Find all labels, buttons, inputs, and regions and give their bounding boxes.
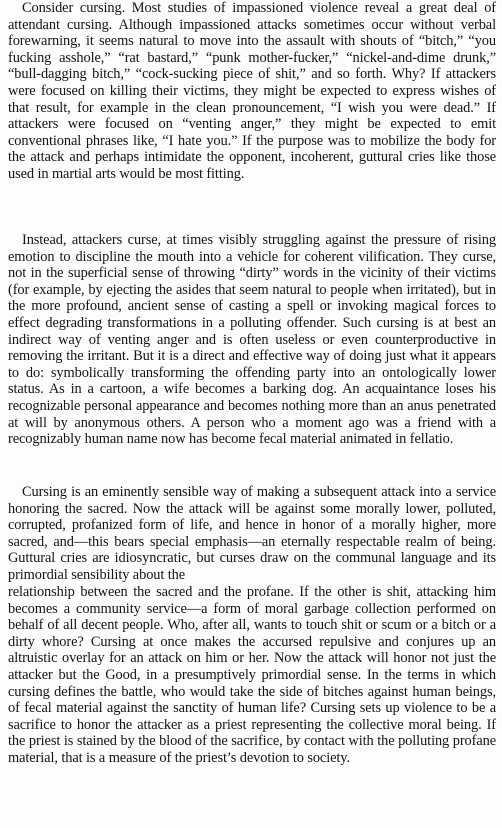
- paragraph-sacred-profane: relationship between the sacred and the profane. If the other is shit, attacking him becomes a community service—a form of moral garbage collection performed on behalf of all decent people. Who, after all, wants to touch shit or scum or a bitch or a dirty whore? Cursing at once makes the accursed repulsive and conjures up an altruistic overlay for an attack on him or her. Now the attack will honor not just the attacker but the Good, in a presumptively primordial sense. In the terms in which cursing defines the battle, who would take the side of bitches against human beings, of fecal material against the sanctity of human life? Cursing sets up violence to be a sacrifice to honor the attacker as a priest representing the collective moral being. If the priest is stained by the blood of the sacrifice, by contact with the polluting profane material, that is a measure of the priest’s devotion to society.: [8, 584, 496, 766]
- paragraph-attackers-curse: Instead, attackers curse, at times visibly struggling against the pressure of rising emotion to discipline the mouth into a vehicle for coherent vilification. They curse, not in the superficial sense of throwing “dirty” words in the vicinity of their victims (for example, by ejecting the asides that seem natural to people when irritated), but in the more profound, ancient sense of casting a spell or invoking magical forces to effect degrading transformations in a polluting offender. Such cursing is at best an indirect way of venting anger and is often useless or even counterproductive in removing the irritant. But it is a direct and effective way of doing just what it appears to do: symbolically transforming the offending party into an ontologically lower status. As in a cartoon, a wife becomes a barking dog. An acquaintance loses his recognizable personal appearance and becomes nothing more than an anus penetrated at will by anonymous others. A person who a moment ago was a friend with a recognizably human name now has become fecal material animated in fellatio.: [8, 232, 496, 448]
- paragraph-cursing-sensible: Cursing is an eminently sensible way of making a subsequent attack into a service honoring the sacred. Now the attack will be against some morally lower, polluted, corrupted, profanized form of life, and hence in honor of a morally higher, more sacred, and—this bears special emphasis—an eternally respectable realm of being. Guttural cries are idiosyncratic, but curses draw on the communal language and its primordial sensibility about the: [8, 484, 496, 583]
- paragraph-consider-cursing: Consider cursing. Most studies of impassioned violence reveal a great deal of attendant cursing. Although impassioned attacks sometimes occur without verbal forewarning, it seems natural to move into the assault with shouts of “bitch,” “you fucking asshole,” “rat bastard,” “punk mother-fucker,” “nickel-and-dime drunk,” “bull-dagging bitch,” “cock-sucking piece of shit,” and so forth. Why? If attackers were focused on killing their victims, they might be expected to express wishes of that result, for example in the clean pronouncement, “I wish you were dead.” If attackers were focused on “venting anger,” they might be expected to emit conventional phrases like, “I hate you.” If the purpose was to mobilize the body for the attack and perhaps intimidate the opponent, incoherent, guttural cries like those used in martial arts would be most fitting.: [8, 0, 496, 182]
